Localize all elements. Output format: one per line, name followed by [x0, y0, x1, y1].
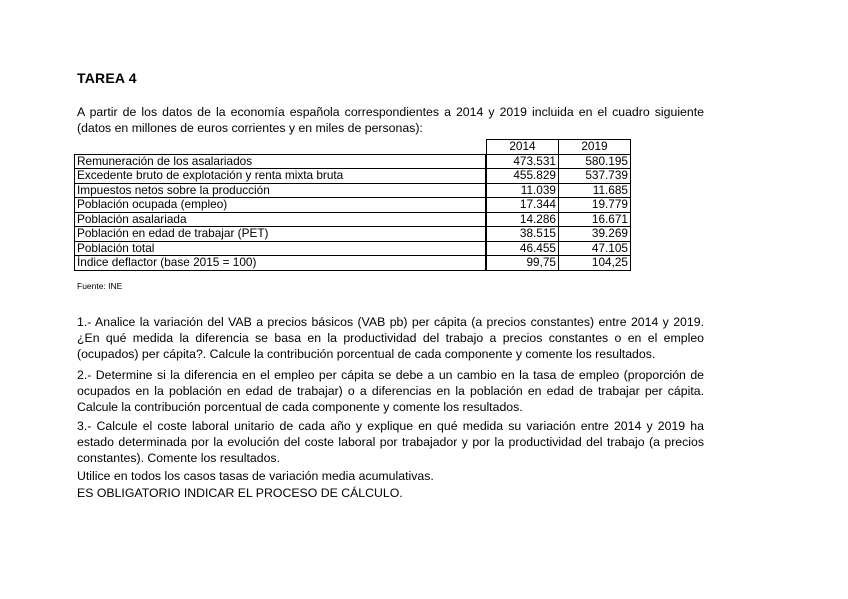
table-row [75, 154, 631, 169]
value-2014: 11.039 [487, 183, 559, 198]
value-2014: 99,75 [487, 256, 559, 271]
value-2019: 39.269 [559, 227, 631, 242]
question-2: 2.- Determine si la diferencia en el empleo per cápita se debe a un cambio en la tasa de empleo (proporción de ocupados en la población en edad de trabajar) o a diferencias en la población en edad de trabajar per cápita. Calcule la contribución porcentual de cada componente y comente los resultados. [77, 368, 704, 414]
table-row [75, 169, 631, 184]
value-2019: 19.779 [559, 198, 631, 213]
value-2019: 47.105 [559, 241, 631, 256]
row-label: Impuestos netos sobre la producción [75, 183, 486, 198]
row-label: Población asalariada [75, 212, 486, 227]
table-row [75, 183, 631, 198]
value-2019: 537.739 [559, 169, 631, 184]
note-mandatory-process: ES OBLIGATORIO INDICAR EL PROCESO DE CÁLCULO. [77, 486, 403, 500]
value-2019: 16.671 [559, 212, 631, 227]
value-2014: 455.829 [487, 169, 559, 184]
question-3: 3.- Calcule el coste laboral unitario de cada año y explique en qué medida su variación entre 2014 y 2019 ha estado determinada por la evolución del coste laboral por trabajador y por la productividad del trabajo (a precios constantes). Comente los resultados. [77, 419, 704, 465]
value-2014: 473.531 [487, 154, 559, 169]
value-2019: 104,25 [559, 256, 631, 271]
row-label: Índice deflactor (base 2015 = 100) [75, 256, 486, 271]
header-blank-cell [75, 140, 486, 155]
value-2019: 11.685 [559, 183, 631, 198]
question-1: 1.- Analice la variación del VAB a precios básicos (VAB pb) per cápita (a precios constantes) entre 2014 y 2019. ¿En qué medida la diferencia se basa en la productividad del trabajo a precios constantes o en el empleo (ocupados) per cápita?. Calcule la contribución porcentual de cada componente y comente los resultados. [77, 315, 704, 361]
value-2014: 38.515 [487, 227, 559, 242]
table-row [75, 212, 631, 227]
row-label: Población ocupada (empleo) [75, 198, 486, 213]
header-2014: 2014 [487, 140, 559, 155]
row-label: Población total [75, 241, 486, 256]
table-row [75, 241, 631, 256]
row-label: Remuneración de los asalariados [75, 154, 486, 169]
row-label: Excedente bruto de explotación y renta mixta bruta [75, 169, 486, 184]
header-2019: 2019 [559, 140, 631, 155]
row-label: Población en edad de trabajar (PET) [75, 227, 486, 242]
page-title: TAREA 4 [77, 70, 137, 86]
intro-paragraph: A partir de los datos de la economía española correspondientes a 2014 y 2019 incluida en el cuadro siguiente (datos en millones de euros corrientes y en miles de personas): [77, 105, 704, 135]
table-row [75, 198, 631, 213]
table-row [75, 256, 631, 271]
value-2014: 14.286 [487, 212, 559, 227]
table-header-row [75, 140, 631, 155]
table-row [75, 227, 631, 242]
value-2019: 580.195 [559, 154, 631, 169]
data-table [74, 139, 631, 271]
value-2014: 46.455 [487, 241, 559, 256]
note-variation-rates: Utilice en todos los casos tasas de variación media acumulativas. [77, 469, 434, 483]
table-source: Fuente: INE [77, 281, 123, 291]
value-2014: 17.344 [487, 198, 559, 213]
